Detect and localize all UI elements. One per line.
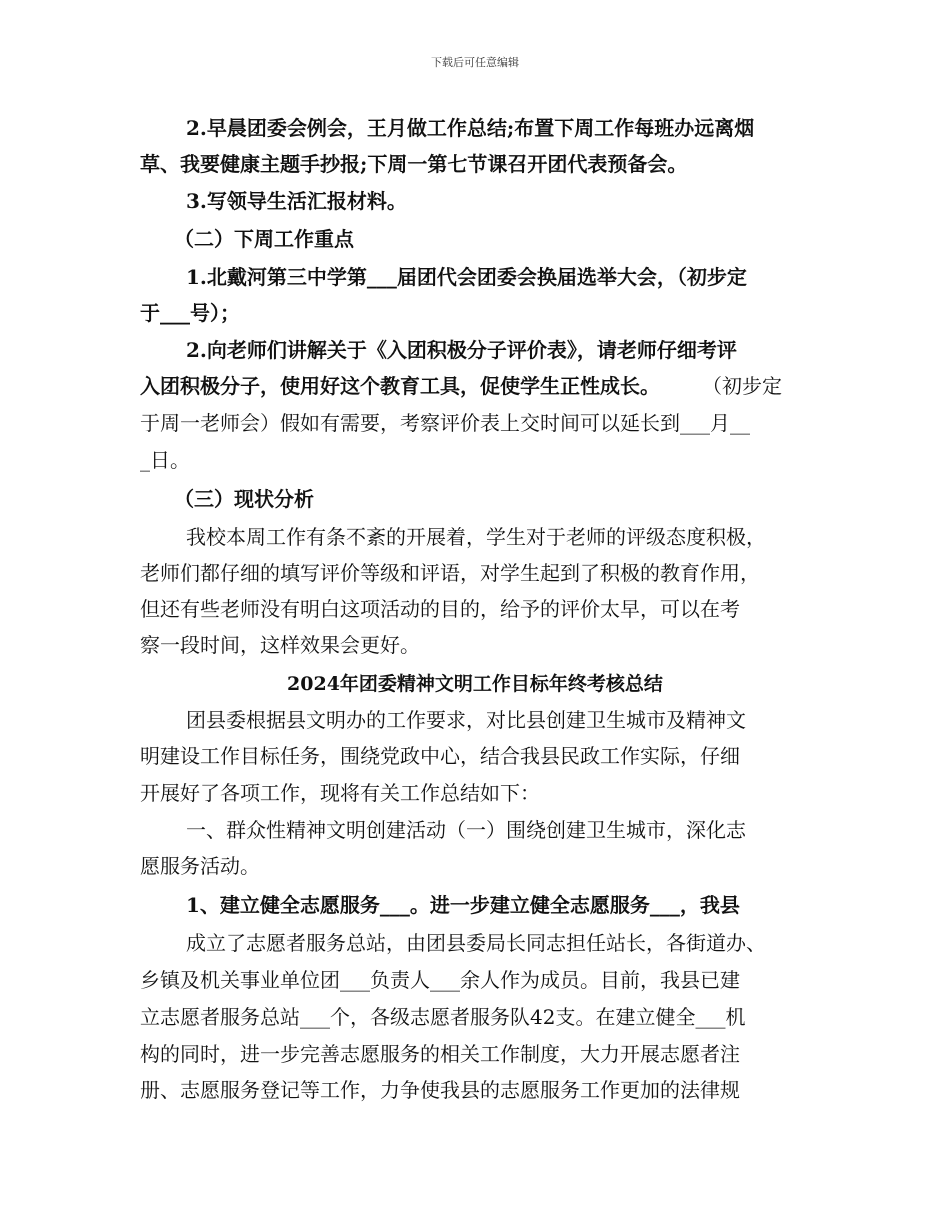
text-line: 1、建立健全志愿服务___。进一步建立健全志愿服务___，我县 [186,893,740,917]
text-line: 一、群众性精神文明创建活动（一）围绕创建卫生城市，深化志 [186,818,746,842]
text-line: _日。 [140,448,190,472]
section-heading: （二）下周工作重点 [174,227,354,251]
text-line: 开展好了各项工作，现将有关工作总结如下： [140,781,540,805]
text-line: 于周一老师会）假如有需要，考察评价表上交时间可以延长到___月__ [140,411,750,435]
text-line: 册、志愿服务登记等工作，力争使我县的志愿服务工作更加的法律规 [140,1078,740,1102]
text-line: 乡镇及机关事业单位团___负责人___余人作为成员。目前，我县已建 [140,968,740,992]
text-line: 但还有些老师没有明白这项活动的目的，给予的评价太早，可以在考 [140,597,740,621]
text-line: 于___号）； [140,301,240,325]
text-line: 3.写领导生活汇报材料。 [186,189,407,213]
text-line: 明建设工作目标任务，围绕党政中心，结合我县民政工作实际，仔细 [140,744,740,768]
text-line: （初步定 [702,374,782,398]
text-line: 我校本周工作有条不紊的开展着，学生对于老师的评级态度积极， [186,525,766,549]
text-line: 团县委根据县文明办的工作要求，对比县创建卫生城市及精神文 [186,708,746,732]
text-line: 1.北戴河第三中学第___届团代会团委会换届选举大会，（初步定 [186,265,747,289]
page-header: 下载后可任意编辑 [431,56,519,69]
text-line: 老师们都仔细的填写评价等级和评语，对学生起到了积极的教育作用， [140,561,760,585]
text-line: 2.向老师们讲解关于《入团积极分子评价表》，请老师仔细考评 [186,338,737,362]
section-heading: （三）现状分析 [174,487,314,511]
text-line: 察一段时间，这样效果会更好。 [140,633,420,657]
text-line: 入团积极分子，使用好这个教育工具，促使学生正性成长。 [140,374,660,398]
text-line: 立志愿者服务总站___个，各级志愿者服务队42支。在建立健全___机 [140,1005,746,1029]
text-line: 2.早晨团委会例会，王月做工作总结;布置下周工作每班办远离烟 [186,116,755,140]
text-line: 成立了志愿者服务总站，由团县委局长同志担任站长，各街道办、 [186,931,766,955]
document-title: 2024年团委精神文明工作目标年终考核总结 [287,673,663,695]
text-line: 愿服务活动。 [140,854,260,878]
text-line: 构的同时，进一步完善志愿服务的相关工作制度，大力开展志愿者注 [140,1042,740,1066]
text-line: 草、我要健康主题手抄报;下周一第七节课召开团代表预备会。 [140,152,688,176]
